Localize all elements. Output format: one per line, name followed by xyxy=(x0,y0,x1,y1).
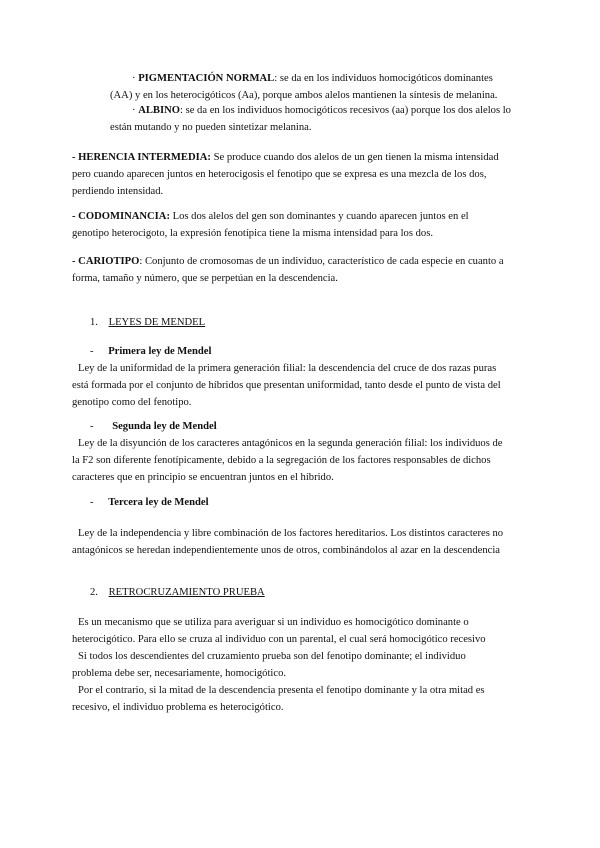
paragraph-text: Se produce cuando dos alelos de un gen tienen la misma intensidad xyxy=(210,152,499,163)
law-title: Segunda ley de Mendel xyxy=(112,421,217,432)
paragraph-text: Por el contrario, si la mitad de la descendencia presenta el fenotipo dominante y la otra mitad es xyxy=(78,685,485,696)
section-title: RETROCRUZAMIENTO PRUEBA xyxy=(108,587,265,598)
segunda-ley-block xyxy=(72,418,532,486)
paragraph-text: Es un mecanismo que se utiliza para averiguar si un individuo es homocigótico dominante o xyxy=(78,617,469,628)
paragraph-text: la F2 son diferente fenotípicamente, debido a la segregación de los factores responsables de dichos xyxy=(72,455,491,466)
paragraph-text: Ley de la uniformidad de la primera generación filial: la descendencia del cruce de dos razas puras xyxy=(78,363,497,374)
paragraph-text: genotipo heterocigoto, la expresión fenotípica tiene la misma intensidad para los dos. xyxy=(72,228,433,239)
paragraph-text: Si todos los descendientes del cruzamiento prueba son del fenotipo dominante; el individuo xyxy=(78,651,466,662)
paragraph-text: perdiendo intensidad. xyxy=(72,186,164,197)
paragraph-text: antagónicos se heredan independientemente unos de otros, combinándolos al azar en la descendencia xyxy=(72,545,501,556)
cariotipo-paragraph xyxy=(72,253,532,287)
paragraph-text: genotipo como del fenotipo. xyxy=(72,397,192,408)
paragraph-text: Los dos alelos del gen son dominantes y cuando aparecen juntos en el xyxy=(169,211,469,222)
paragraph-text: caracteres que en principio se encuentran juntos en el híbrido. xyxy=(72,472,334,483)
term-title: PIGMENTACIÓN NORMAL xyxy=(138,73,275,84)
paragraph-text: están mutando y no pueden sintetizar melanina. xyxy=(110,122,312,133)
paragraph-text: (AA) y en los heterocigóticos (Aa), porque ambos alelos mantienen la síntesis de melanina. xyxy=(110,90,498,101)
paragraph-text: heterocigótico. Para ello se cruza al individuo con un parental, el cual será homocigótico recesivo xyxy=(72,634,486,645)
pigmentacion-normal-paragraph xyxy=(72,70,532,104)
section-number: 1. xyxy=(90,317,98,328)
bullet: · xyxy=(132,73,136,84)
herencia-intermedia-paragraph xyxy=(72,149,532,200)
retrocruzamiento-paragraph xyxy=(72,614,532,716)
dash-bullet: - xyxy=(90,497,94,508)
tercera-ley-block xyxy=(72,494,532,511)
paragraph-text: : se da en los individuos homocigóticos recesivos (aa) porque los dos alelos lo xyxy=(179,105,511,116)
paragraph-text: Ley de la independencia y libre combinación de los factores hereditarios. Los distintos caracteres no xyxy=(78,528,504,539)
paragraph-text: : Conjunto de cromosomas de un individuo, característico de cada especie en cuanto a xyxy=(139,256,504,267)
paragraph-text: forma, tamaño y número, que se perpetúan en la descendencia. xyxy=(72,273,338,284)
paragraph-text: problema debe ser, necesariamente, homocigótico. xyxy=(72,668,287,679)
term-title: - HERENCIA INTERMEDIA: xyxy=(72,152,211,163)
primera-ley-block xyxy=(72,343,532,411)
law-title: Primera ley de Mendel xyxy=(108,346,212,357)
law-title: Tercera ley de Mendel xyxy=(108,497,209,508)
paragraph-text: pero cuando aparecen juntos en heterocigosis el fenotipo que se expresa es una mezcla de los dos, xyxy=(72,169,487,180)
term-title: - CODOMINANCIA: xyxy=(72,211,170,222)
paragraph-text: Ley de la disyunción de los caracteres antagónicos en la segunda generación filial: los individuos de xyxy=(78,438,503,449)
section-number: 2. xyxy=(90,587,98,598)
paragraph-text: está formada por el conjunto de híbridos que presentan uniformidad, tanto desde el punto de vista del xyxy=(72,380,501,391)
codominancia-paragraph xyxy=(72,208,532,242)
section-heading-retrocruzamiento xyxy=(72,584,532,601)
bullet: · xyxy=(132,105,136,116)
albino-paragraph xyxy=(72,102,532,136)
paragraph-text: recesivo, el individuo problema es heterocigótico. xyxy=(72,702,284,713)
dash-bullet: - xyxy=(90,346,94,357)
tercera-ley-text xyxy=(72,525,532,559)
term-title: ALBINO xyxy=(138,105,180,116)
term-title: - CARIOTIPO xyxy=(72,256,140,267)
section-heading-leyes xyxy=(72,314,532,331)
section-title: LEYES DE MENDEL xyxy=(108,317,206,328)
dash-bullet: - xyxy=(90,421,94,432)
paragraph-text: : se da en los individuos homocigóticos dominantes xyxy=(274,73,493,84)
